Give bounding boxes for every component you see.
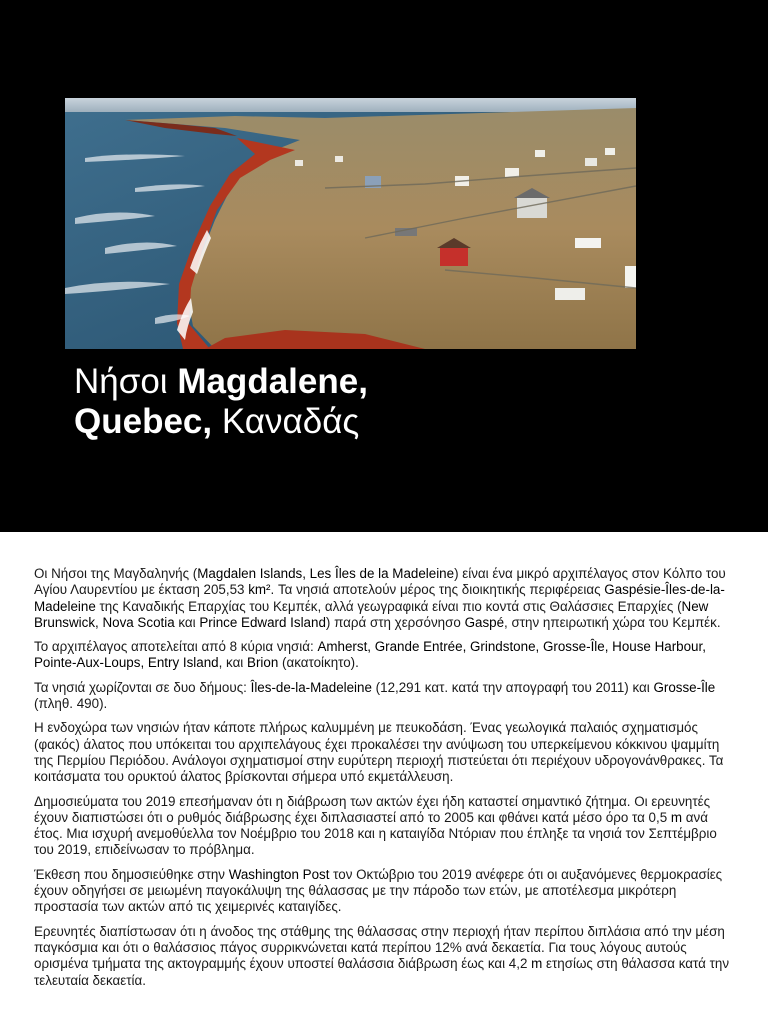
text-run: ανά έτος. Μια ισχυρή ανεμοθύελλα τον Νοέμβριο του 2018 και η καταιγίδα Ντόριαν που έπληξε τα νησιά τον Σεπτέμβριο του 2019, επιδείνωσαν το πρόβλημα. — [34, 809, 717, 858]
paragraph-erosion — [34, 794, 740, 859]
latin-term: km² — [248, 582, 271, 598]
text-run: ετησίως στη θάλασσα κατά την τελευταία δεκαετία. — [34, 956, 730, 988]
text-run: Ερευνητές διαπίστωσαν ότι η άνοδος της στάθμης της θάλασσας στην περιοχή ήταν περίπου διπλάσια από την μέση παγκόσμια και ότι ο θαλάσσιος πάγος συρρικνώνεται κατά περίπου 12% ανά δεκαετία. Για τους λόγους αυτούς ορισμένα τμήματα της ακτογραμμής έχουν υποστεί θαλάσσια διάβρωση έως και 4,2 — [34, 923, 725, 972]
text-run: Οι Νήσοι της Μαγδαληνής ( — [34, 566, 198, 581]
text-run: τον Οκτώβριο του 2019 ανέφερε ότι οι αυξανόμενες θερμοκρασίες έχουν οδηγήσει σε μειωμένη παγοκάλυψη της θάλασσας με την πάροδο των ετών, με αποτέλεσμα μικρότερη προστασία των ακτών από τις χειμερινές καταιγίδες. — [34, 866, 723, 915]
title-part-1: Νήσοι — [74, 362, 178, 401]
latin-term: m — [531, 956, 543, 972]
text-run: Τα νησιά χωρίζονται σε δυο δήμους: — [34, 679, 251, 695]
paragraph-sea-level — [34, 924, 740, 989]
latin-term: m — [670, 809, 683, 825]
title-part-2: Magdalene, — [177, 362, 368, 401]
text-run: ) παρά στη χερσόνησο — [325, 614, 465, 630]
text-run: Έκθεση που δημοσιεύθηκε στην — [34, 866, 229, 882]
text-run: και — [174, 614, 200, 630]
paragraph-municipalities — [34, 680, 740, 713]
page-title — [74, 362, 674, 442]
paragraph-washington-post — [34, 867, 740, 916]
latin-term: Gaspésie-Îles-de-la-Madeleine — [34, 582, 725, 614]
text-run: (ακατοίκητο). — [278, 655, 359, 671]
aerial-photo-image — [65, 98, 636, 349]
latin-term: Amherst, Grande Entrée, Grindstone, Grosse-Île, House Harbour, Pointe-Aux-Loups, Entry Island — [34, 639, 706, 671]
text-run: , στην ηπειρωτική χώρα του Κεμπέκ. — [504, 614, 721, 630]
text-run: . Τα νησιά αποτελούν μέρος της διοικητικής περιφέρειας — [270, 582, 605, 598]
latin-term: Brion — [247, 655, 279, 671]
latin-term: Grosse-Île — [653, 679, 716, 695]
latin-term: Prince Edward Island — [199, 614, 326, 630]
text-run: (12,291 κατ. κατά την απογραφή του 2011) και — [371, 679, 654, 695]
latin-term: New Brunswick, Nova Scotia — [34, 598, 709, 630]
latin-term: Gaspé — [464, 614, 505, 630]
title-part-4: Καναδάς — [221, 402, 360, 441]
paragraph-geology: Η ενδοχώρα των νησιών ήταν κάποτε πλήρως καλυμμένη με πευκοδάση. Ένας γεωλογικά παλαιός σχηματισμός (φακός) άλατος που υπόκειται του αρχιπελάγους έχει προκαλέσει την ανύψωση του υπερκείμενου κόκκινου ψαμμίτη της Περμίου Περιόδου. Ανάλογοι σχηματισμοί στην ευρύτερη περιοχή πιστεύεται ότι περιέχουν υδρογονάνθρακες. Τα κοιτάσματα του ορυκτού άλατος βρίσκονται σήμερα υπό εκμετάλλευση. — [34, 720, 724, 785]
text-run: ) είναι ένα μικρό αρχιπέλαγος στον Κόλπο του Αγίου Λαυρεντίου με έκταση 205,53 — [34, 566, 726, 598]
text-run: της Καναδικής Επαρχίας του Κεμπέκ, αλλά γεωγραφικά είναι πιο κοντά στις Θαλάσσιες Επαρχίες ( — [95, 598, 682, 614]
article-body — [34, 566, 740, 997]
latin-term: Îles-de-la-Madeleine — [250, 679, 372, 695]
text-run: Το αρχιπέλαγος αποτελείται από 8 κύρια νησιά: — [34, 639, 318, 655]
paragraph-intro — [34, 566, 740, 631]
text-run: , και — [218, 655, 248, 671]
aerial-photo — [65, 98, 636, 349]
paragraph-islands — [34, 639, 740, 672]
text-run: Δημοσιεύματα του 2019 επεσήμαναν ότι η διάβρωση των ακτών έχει ήδη καταστεί σημαντικό ζήτημα. Οι ερευνητές έχουν διαπιστώσει ότι ο ρυθμός διάβρωσης έχει διπλασιαστεί από το 2005 και φθάνει κατά μέσο όρο τα 0,5 — [34, 793, 711, 825]
title-part-3: Quebec, — [74, 402, 222, 441]
latin-term: Washington Post — [228, 866, 330, 882]
text-run: (πληθ. 490). — [34, 696, 108, 712]
latin-term: Magdalen Islands, Les Îles de la Madeleine — [197, 566, 455, 581]
